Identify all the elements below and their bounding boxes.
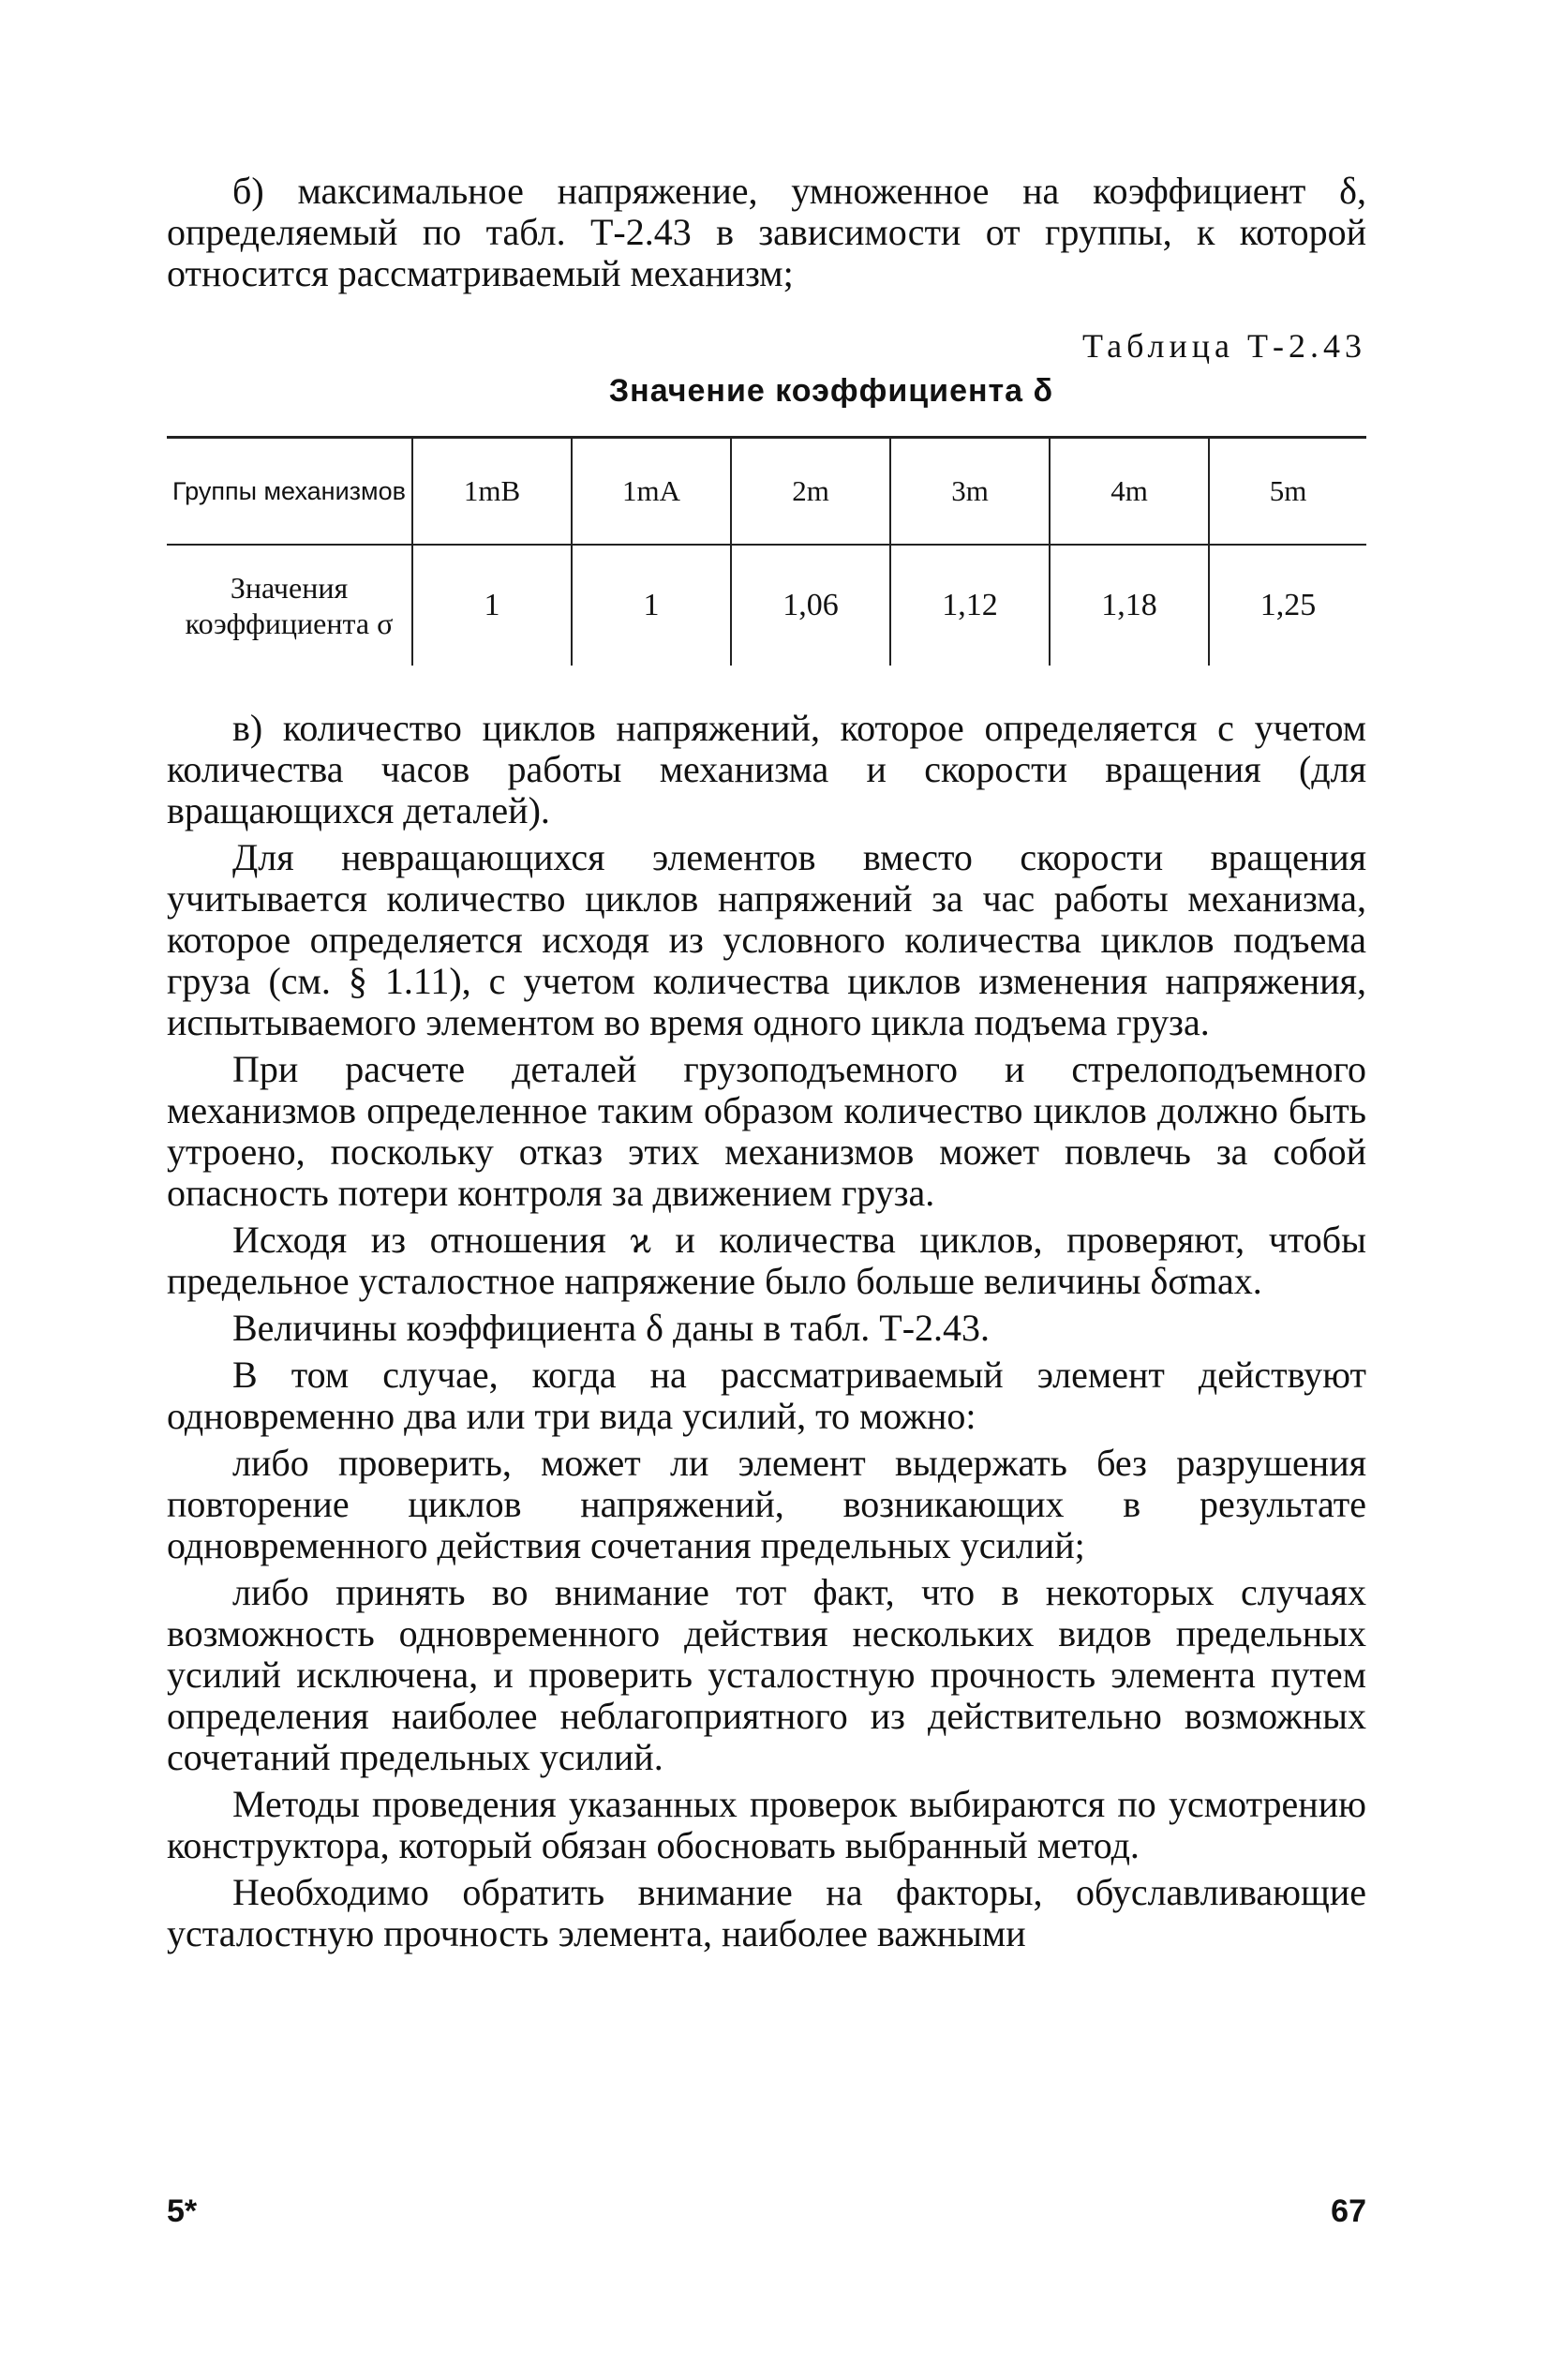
header-group-1mB: 1mB <box>412 438 572 546</box>
table-title: Значение коэффициента δ <box>608 373 1054 409</box>
value-1mA: 1 <box>572 545 731 666</box>
table-caption: Таблица Т-2.43 <box>1082 327 1366 365</box>
value-3m: 1,12 <box>890 545 1050 666</box>
value-1mB: 1 <box>412 545 572 666</box>
paragraph: либо принять во внимание тот факт, что в некоторых случаях возможность одновременного действия нескольких видов предельных усилий исключена, и проверить усталостную прочность элемента путем определения наиболее неблагоприятного из действительно возможных сочетаний предельных усилий. <box>167 1571 1366 1778</box>
paragraph: Исходя из отношения ϰ и количества циклов, проверяют, чтобы предельное усталостное напряжение было больше величины δσmax. <box>167 1219 1366 1302</box>
table-row <box>167 545 1366 666</box>
table-header-row <box>167 438 1366 546</box>
paragraph: в) количество циклов напряжений, которое определяется с учетом количества часов работы механизма и скорости вращения (для вращающихся деталей). <box>167 707 1366 831</box>
paragraph: Необходимо обратить внимание на факторы, обуславливающие усталостную прочность элемента, наиболее важными <box>167 1871 1366 1954</box>
signature-mark: 5* <box>167 2193 198 2229</box>
body-text <box>167 708 1366 1954</box>
paragraph-b <box>167 171 1366 294</box>
coefficient-table <box>167 436 1366 666</box>
row-stub: Значения коэффициента σ <box>185 571 394 640</box>
header-group-5m: 5m <box>1209 438 1366 546</box>
header-group-1mA: 1mA <box>572 438 731 546</box>
paragraph: Методы проведения указанных проверок выбираются по усмотрению конструктора, который обязан обосновать выбранный метод. <box>167 1783 1366 1866</box>
paragraph: При расчете деталей грузоподъемного и стрелоподъемного механизмов определенное таким образом количество циклов должно быть утроено, поскольку отказ этих механизмов может повлечь за собой опасность потери контроля за движением груза. <box>167 1048 1366 1214</box>
header-stub: Группы механизмов <box>167 438 412 546</box>
paragraph: Для невращающихся элементов вместо скорости вращения учитывается количество циклов напряжений за час работы механизма, которое определяется исходя из условного количества циклов подъема груза (см. § 1.11), с учетом количества циклов изменения напряжения, испытываемого элементом во время одного цикла подъема груза. <box>167 836 1366 1043</box>
header-group-2m: 2m <box>731 438 890 546</box>
header-group-4m: 4m <box>1050 438 1209 546</box>
paragraph: В том случае, когда на рассматриваемый элемент действуют одновременно два или три вида усилий, то можно: <box>167 1354 1366 1437</box>
paragraph: либо проверить, может ли элемент выдержать без разрушения повторение циклов напряжений, возникающих в результате одновременного действия сочетания предельных усилий; <box>167 1442 1366 1566</box>
value-2m: 1,06 <box>731 545 890 666</box>
value-5m: 1,25 <box>1209 545 1366 666</box>
paragraph-b-text: б) максимальное напряжение, умноженное на коэффициент δ, определяемый по табл. Т-2.43 в зависимости от группы, к которой относится рассматриваемый механизм; <box>167 170 1366 294</box>
page-number: 67 <box>1331 2193 1366 2229</box>
value-4m: 1,18 <box>1050 545 1209 666</box>
header-group-3m: 3m <box>890 438 1050 546</box>
paragraph: Величины коэффициента δ даны в табл. Т-2.43. <box>232 1307 991 1349</box>
